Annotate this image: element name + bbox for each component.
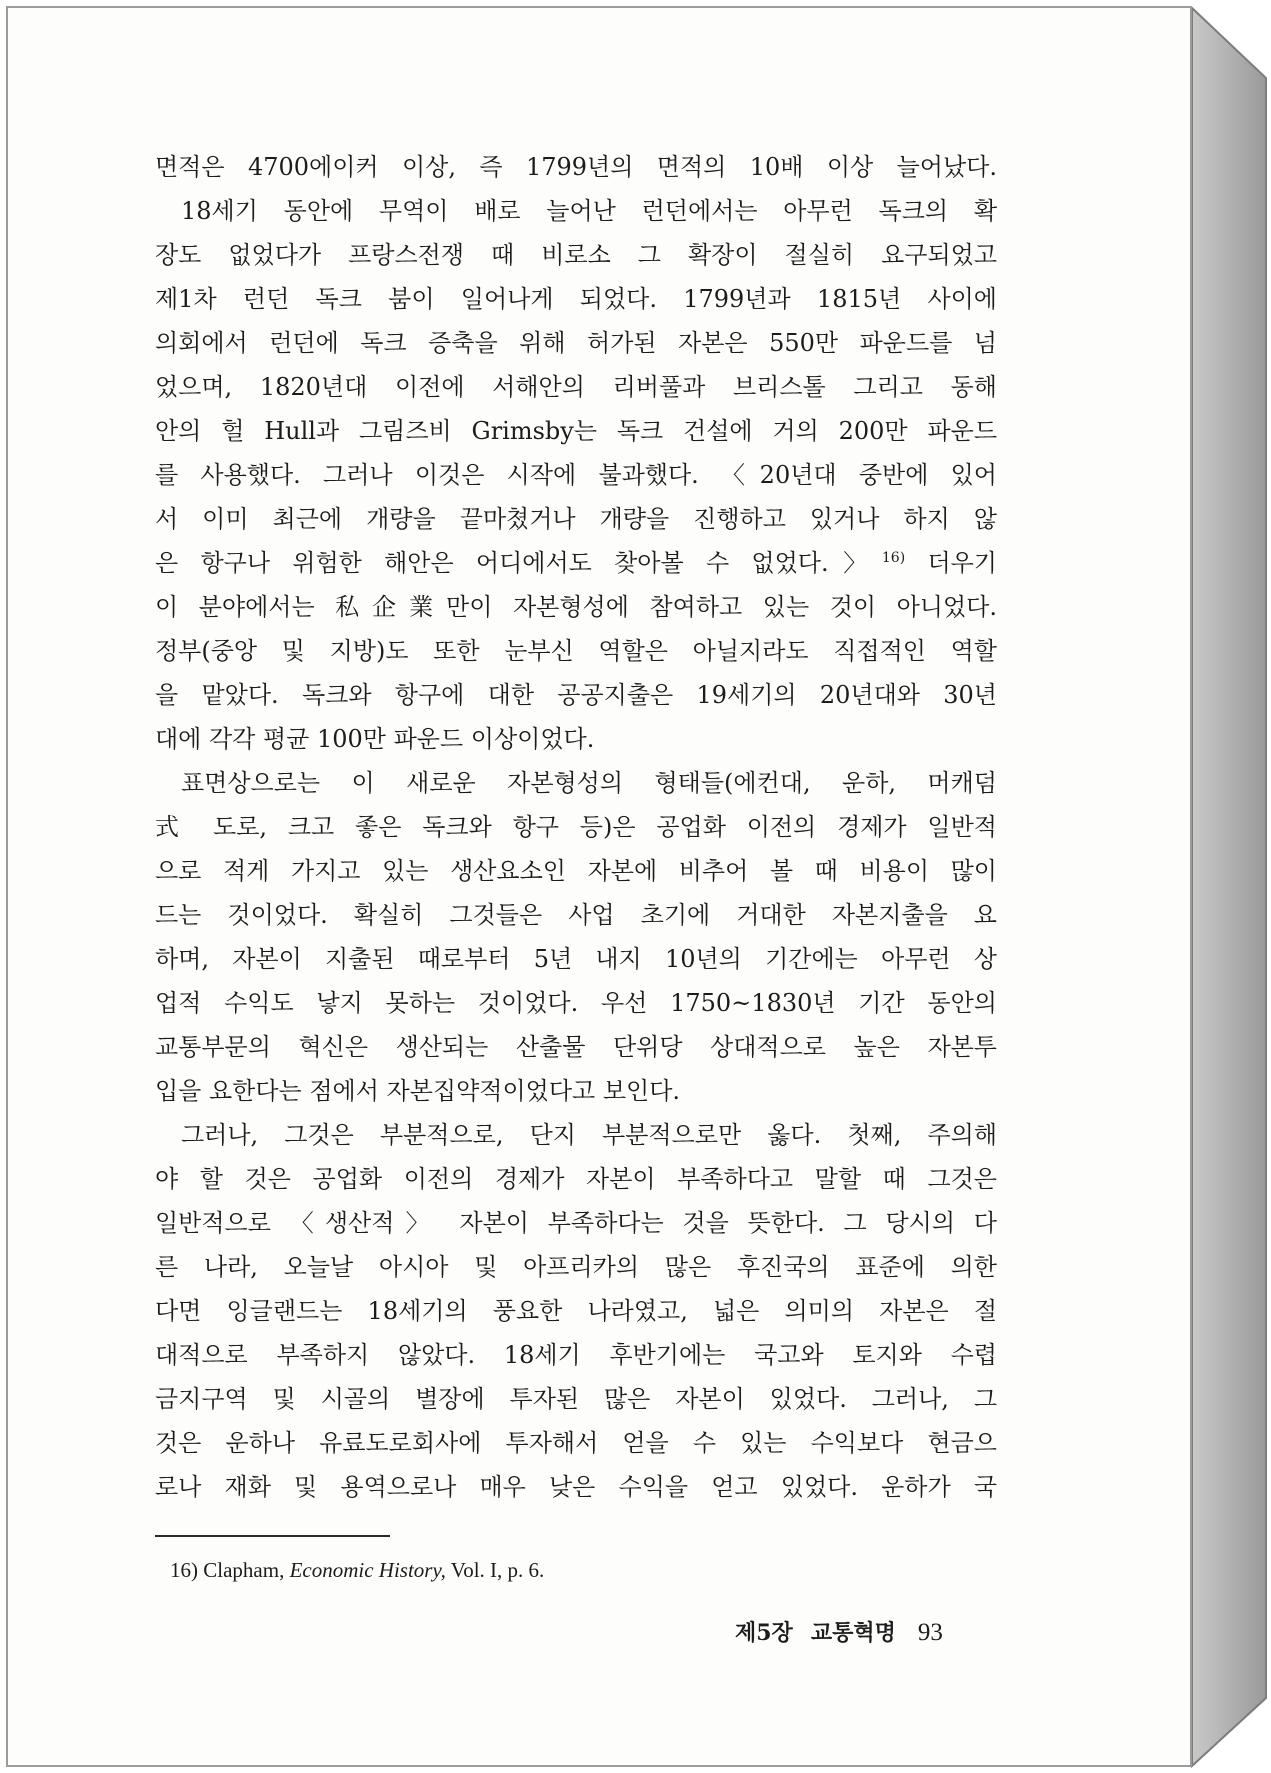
text-line: 른 나라, 오늘날 아시아 및 아프리카의 많은 후진국의 표준에 의한 xyxy=(155,1253,997,1281)
text-line: 것은 운하나 유료도로회사에 투자해서 얻을 수 있는 수익보다 현금으 xyxy=(155,1429,997,1457)
running-footer xyxy=(735,1616,943,1647)
text-line: 으로 적게 가지고 있는 생산요소인 자본에 비추어 볼 때 비용이 많이 xyxy=(155,857,997,885)
text-line: 교통부문의 혁신은 생산되는 산출물 단위당 상대적으로 높은 자본투 xyxy=(155,1033,997,1061)
footnote-reference: 16) xyxy=(881,550,906,566)
footnote xyxy=(170,1558,544,1583)
text-line: 로나 재화 및 용역으로나 매우 낮은 수익을 얻고 있었다. 운하가 국 xyxy=(155,1473,997,1501)
paragraph xyxy=(155,189,997,761)
paragraph xyxy=(155,145,997,189)
page-number: 93 xyxy=(917,1619,943,1646)
text-segment: 은 항구나 위험한 해안은 어디에서도 찾아볼 수 없었다.〉 xyxy=(155,549,882,577)
text-line: 이 분야에서는 私企業만이 자본형성에 참여하고 있는 것이 아니었다. xyxy=(155,593,997,621)
chapter-number: 제5장 xyxy=(735,1620,793,1646)
text-line: 입을 요한다는 점에서 자본집약적이었다고 보인다. xyxy=(155,1077,681,1105)
text-line: 었으며, 1820년대 이전에 서해안의 리버풀과 브리스톨 그리고 동해 xyxy=(155,373,997,401)
paragraph xyxy=(155,761,997,1113)
text-line: 장도 없었다가 프랑스전쟁 때 비로소 그 확장이 절실히 요구되었고 xyxy=(155,241,997,269)
text-line: 면적은 4700에이커 이상, 즉 1799년의 면적의 10배 이상 늘어났다. xyxy=(155,153,997,181)
text-line: 하며, 자본이 지출된 때로부터 5년 내지 10년의 기간에는 아무런 상 xyxy=(155,945,997,973)
page xyxy=(6,6,1192,1767)
text-line: 서 이미 최근에 개량을 끝마쳤거나 개량을 진행하고 있거나 하지 않 xyxy=(155,505,997,533)
text-line: 표면상으로는 이 새로운 자본형성의 형태들(에컨대, 운하, 머캐덤 xyxy=(181,769,997,797)
text-line: 정부(중앙 및 지방)도 또한 눈부신 역할은 아닐지라도 직접적인 역할 xyxy=(155,637,997,665)
text-line: 을 맡았다. 독크와 항구에 대한 공공지출은 19세기의 20년대와 30년 xyxy=(155,681,997,709)
text-line: 式 도로, 크고 좋은 독크와 항구 등)은 공업화 이전의 경제가 일반적 xyxy=(155,813,997,841)
text-line: 대에 각각 평균 100만 파운드 이상이었다. xyxy=(155,725,595,753)
text-line: 금지구역 및 시골의 별장에 투자된 많은 자본이 있었다. 그러나, 그 xyxy=(155,1385,997,1413)
footnote-volume: Vol. I, p. 6. xyxy=(450,1558,545,1582)
footnote-divider xyxy=(155,1535,390,1537)
text-line: 그러나, 그것은 부분적으로, 단지 부분적으로만 옳다. 첫째, 주의해 xyxy=(181,1121,997,1149)
text-line: 의회에서 런던에 독크 증축을 위해 허가된 자본은 550만 파운드를 넘 xyxy=(155,329,997,357)
text-line: 제1차 런던 독크 붐이 일어나게 되었다. 1799년과 1815년 사이에 xyxy=(155,285,997,313)
text-line: 18세기 동안에 무역이 배로 늘어난 런던에서는 아무런 독크의 확 xyxy=(181,197,997,225)
text-segment: 더우기 xyxy=(927,549,997,577)
text-line-with-note-ref xyxy=(155,541,997,585)
footnote-author: Clapham, xyxy=(203,1558,285,1582)
paragraph xyxy=(155,1113,997,1509)
text-line: 안의 헐 Hull과 그림즈비 Grimsby는 독크 건설에 거의 200만 파운드 xyxy=(155,417,997,445)
text-line: 야 할 것은 공업화 이전의 경제가 자본이 부족하다고 말할 때 그것은 xyxy=(155,1165,997,1193)
footnote-number: 16) xyxy=(170,1558,198,1582)
text-line: 를 사용했다. 그러나 이것은 시작에 불과했다. 〈20년대 중반에 있어 xyxy=(155,461,997,489)
text-line: 일반적으로 〈생산적〉 자본이 부족하다는 것을 뜻한다. 그 당시의 다 xyxy=(155,1209,997,1237)
text-line: 드는 것이었다. 확실히 그것들은 사업 초기에 거대한 자본지출을 요 xyxy=(155,901,997,929)
body-text xyxy=(155,145,997,1509)
text-line: 대적으로 부족하지 않았다. 18세기 후반기에는 국고와 토지와 수렵 xyxy=(155,1341,997,1369)
text-line: 다면 잉글랜드는 18세기의 풍요한 나라였고, 넓은 의미의 자본은 절 xyxy=(155,1297,997,1325)
chapter-title: 교통혁명 xyxy=(810,1620,896,1646)
book-side-face xyxy=(1192,8,1266,1766)
footnote-title: Economic History, xyxy=(289,1558,446,1582)
text-line: 업적 수익도 낳지 못하는 것이었다. 우선 1750~1830년 기간 동안의 xyxy=(155,989,997,1017)
